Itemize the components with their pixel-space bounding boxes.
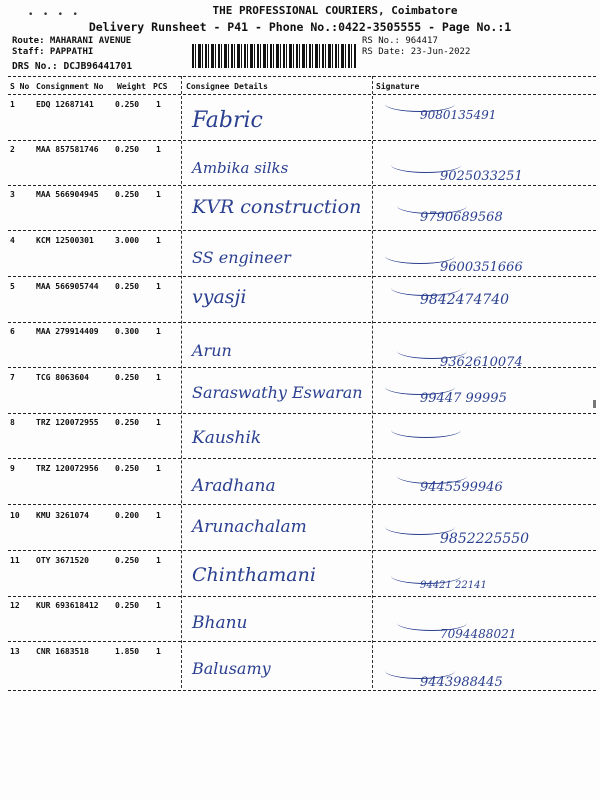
- row-consignee-handwritten: Arunachalam: [192, 517, 307, 537]
- signature-scrawl: [391, 422, 461, 438]
- row-consignment: TRZ 120072956: [36, 464, 99, 473]
- row-sno: 7: [10, 373, 15, 382]
- row-pcs: 1: [156, 282, 161, 291]
- row-consignee-handwritten: Ambika silks: [192, 159, 289, 177]
- row-consignment: CNR 1683518: [36, 647, 89, 656]
- row-weight: 0.250: [115, 282, 140, 291]
- row-weight: 0.250: [115, 464, 140, 473]
- row-weight: 0.250: [115, 373, 140, 382]
- row-signature-phone: 9852225550: [440, 531, 530, 547]
- row-consignee-handwritten: KVR construction: [192, 196, 362, 218]
- col-consignment: Consignment No: [36, 82, 104, 91]
- row-pcs: 1: [156, 145, 161, 154]
- rs-date: RS Date: 23-Jun-2022: [362, 47, 471, 57]
- row-weight: 0.250: [115, 418, 140, 427]
- col-signature: Signature: [376, 82, 420, 91]
- row-weight: 0.200: [115, 511, 140, 520]
- decorative-marks: • • • •: [28, 10, 80, 20]
- row-consignee-handwritten: Fabric: [192, 108, 263, 133]
- row-divider: [8, 230, 596, 231]
- row-sno: 1: [10, 100, 15, 109]
- company-title: THE PROFESSIONAL COURIERS, Coimbatore: [212, 4, 458, 17]
- row-consignee-handwritten: Kaushik: [192, 428, 262, 448]
- row-weight: 0.300: [115, 327, 140, 336]
- row-weight: 0.250: [115, 556, 140, 565]
- row-sno: 9: [10, 464, 15, 473]
- row-sno: 3: [10, 190, 15, 199]
- row-weight: 0.250: [115, 601, 140, 610]
- row-consignee-handwritten: vyasji: [192, 286, 247, 308]
- row-pcs: 1: [156, 373, 161, 382]
- row-sno: 8: [10, 418, 15, 427]
- row-signature-phone: 9600351666: [440, 260, 523, 275]
- route-label: Route: MAHARANI AVENUE: [12, 36, 132, 46]
- row-signature-phone: 9445599946: [420, 480, 503, 495]
- row-consignment: EDQ 12687141: [36, 100, 94, 109]
- row-consignee-handwritten: SS engineer: [192, 248, 291, 267]
- row-pcs: 1: [156, 556, 161, 565]
- row-signature-phone: 7094488021: [440, 627, 517, 641]
- row-sno: 11: [10, 556, 20, 565]
- row-sno: 5: [10, 282, 15, 291]
- row-sno: 12: [10, 601, 20, 610]
- row-pcs: 1: [156, 100, 161, 109]
- table-header-rule: [8, 94, 596, 95]
- col-sno: S No: [10, 82, 30, 91]
- row-divider: [8, 322, 596, 323]
- row-consignment: MAA 566905744: [36, 282, 99, 291]
- staff-label: Staff: PAPPATHI: [12, 47, 94, 57]
- col-pcs: PCS: [153, 82, 168, 91]
- row-pcs: 1: [156, 327, 161, 336]
- table-top-rule: [8, 76, 596, 77]
- row-pcs: 1: [156, 601, 161, 610]
- row-signature-phone: 99447 99995: [420, 391, 507, 406]
- row-consignment: TRZ 120072955: [36, 418, 99, 427]
- row-consignment: MAA 279914409: [36, 327, 99, 336]
- row-weight: 3.000: [115, 236, 140, 245]
- row-sno: 10: [10, 511, 20, 520]
- runsheet-title: Delivery Runsheet - P41 - Phone No.:0422-3505555 - Page No.:1: [88, 20, 512, 34]
- row-signature-phone: 9443988445: [420, 675, 503, 690]
- rs-number: RS No.: 964417: [362, 36, 438, 46]
- row-divider: [8, 185, 596, 186]
- row-consignee-handwritten: Balusamy: [192, 659, 271, 678]
- row-pcs: 1: [156, 190, 161, 199]
- row-divider: [8, 641, 596, 642]
- row-consignment: MAA 566904945: [36, 190, 99, 199]
- row-pcs: 1: [156, 236, 161, 245]
- col-details: Consignee Details: [186, 82, 268, 91]
- row-signature-phone: 9080135491: [420, 108, 497, 122]
- row-consignment: KCM 12500301: [36, 236, 94, 245]
- row-consignee-handwritten: Aradhana: [192, 476, 276, 496]
- row-consignment: KUR 693618412: [36, 601, 99, 610]
- row-divider: [8, 413, 596, 414]
- row-weight: 1.850: [115, 647, 140, 656]
- row-consignment: MAA 857581746: [36, 145, 99, 154]
- row-divider: [8, 504, 596, 505]
- rs-block: [362, 36, 470, 58]
- row-consignee-handwritten: Saraswathy Eswaran: [192, 383, 363, 402]
- row-divider: [8, 550, 596, 551]
- row-sno: 6: [10, 327, 15, 336]
- row-consignee-handwritten: Chinthamani: [192, 564, 316, 586]
- row-sno: 13: [10, 647, 20, 656]
- row-divider: [8, 367, 596, 368]
- row-pcs: 1: [156, 647, 161, 656]
- row-signature-phone: 9790689568: [420, 210, 503, 225]
- row-sno: 2: [10, 145, 15, 154]
- margin-mark: [593, 400, 596, 408]
- row-consignment: KMU 3261074: [36, 511, 89, 520]
- barcode: [192, 44, 356, 68]
- row-weight: 0.250: [115, 145, 140, 154]
- row-pcs: 1: [156, 464, 161, 473]
- row-divider: [8, 596, 596, 597]
- row-weight: 0.250: [115, 190, 140, 199]
- row-pcs: 1: [156, 511, 161, 520]
- row-signature-phone: 9842474740: [420, 292, 510, 308]
- row-pcs: 1: [156, 418, 161, 427]
- row-signature-phone: 94421 22141: [420, 580, 487, 591]
- row-signature-phone: 9025033251: [440, 169, 523, 184]
- row-consignment: OTY 3671520: [36, 556, 89, 565]
- row-divider: [8, 458, 596, 459]
- row-sno: 4: [10, 236, 15, 245]
- row-divider: [8, 690, 596, 691]
- route-staff-block: [12, 36, 131, 58]
- row-signature-phone: 9362610074: [440, 355, 523, 370]
- row-consignee-handwritten: Bhanu: [192, 613, 248, 633]
- row-weight: 0.250: [115, 100, 140, 109]
- row-divider: [8, 140, 596, 141]
- drs-number: DRS No.: DCJB96441701: [12, 61, 133, 72]
- row-divider: [8, 276, 596, 277]
- col-weight: Weight: [117, 82, 146, 91]
- row-consignment: TCG 8063604: [36, 373, 89, 382]
- row-consignee-handwritten: Arun: [192, 341, 232, 360]
